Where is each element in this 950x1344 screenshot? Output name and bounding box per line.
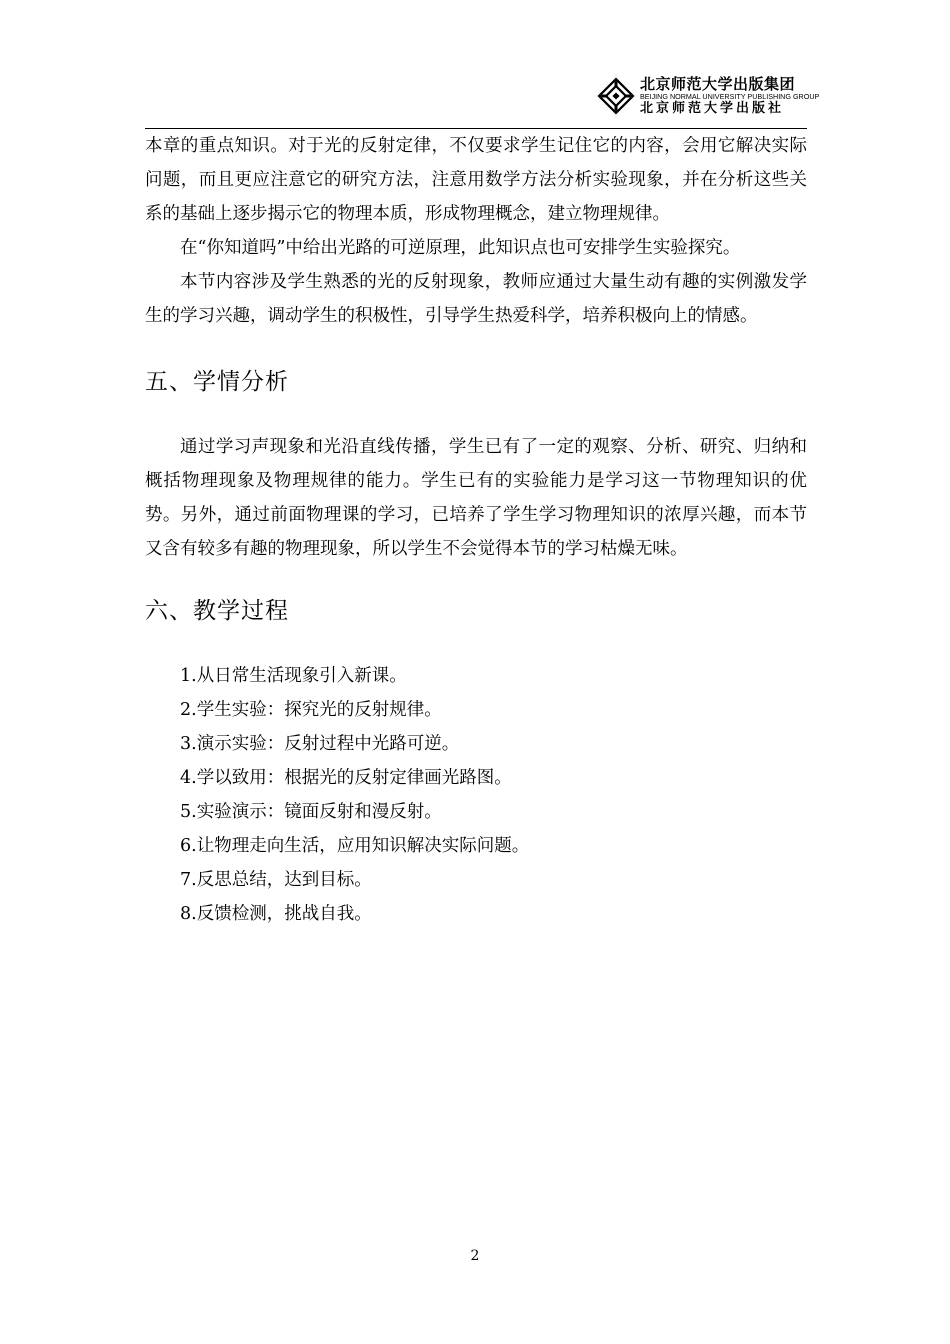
intro-paragraph-2: 在“你知道吗”中给出光路的可逆原理，此知识点也可安排学生实验探究。 — [180, 238, 741, 258]
publisher-logo — [596, 76, 819, 116]
section-heading-teaching-process: 六、教学过程 — [145, 598, 289, 624]
list-item: 3.演示实验：反射过程中光路可逆。 — [180, 734, 460, 754]
intro-paragraph-1: 本章的重点知识。对于光的反射定律，不仅要求学生记住它的内容，会用它解决实际问题，而且更应注意它的研究方法，注意用数学方法分析实验现象，并在分析这些关系的基础上逐步揭示它的物理本质，形成物理概念，建立物理规律。 — [145, 136, 807, 224]
publisher-logo-text — [640, 76, 819, 116]
teaching-process-list — [145, 659, 807, 931]
list-item: 6.让物理走向生活，应用知识解决实际问题。 — [180, 836, 530, 856]
page-number: 2 — [470, 1248, 480, 1264]
publisher-emblem-icon — [596, 76, 636, 116]
learning-analysis-paragraph: 通过学习声现象和光沿直线传播，学生已有了一定的观察、分析、研究、归纳和概括物理现象及物理规律的能力。学生已有的实验能力是学习这一节物理知识的优势。另外，通过前面物理课的学习，已培养了学生学习物理知识的浓厚兴趣，而本节又含有较多有趣的物理现象，所以学生不会觉得本节的学习枯燥无味。 — [145, 437, 807, 559]
list-item: 4.学以致用：根据光的反射定律画光路图。 — [180, 768, 512, 788]
list-item: 2.学生实验：探究光的反射规律。 — [180, 700, 442, 720]
list-item: 7.反思总结，达到目标。 — [180, 870, 372, 890]
list-item: 1.从日常生活现象引入新课。 — [180, 666, 407, 686]
publisher-name-cn: 北京师范大学出版集团 — [640, 75, 796, 93]
section-heading-learning-analysis: 五、学情分析 — [145, 369, 289, 395]
list-item: 5.实验演示：镜面反射和漫反射。 — [180, 802, 442, 822]
page-body — [145, 128, 807, 931]
intro-paragraph-3: 本节内容涉及学生熟悉的光的反射现象，教师应通过大量生动有趣的实例激发学生的学习兴趣，调动学生的积极性，引导学生热爱科学，培养积极向上的情感。 — [145, 272, 807, 326]
list-item: 8.反馈检测，挑战自我。 — [180, 904, 372, 924]
publisher-name-en: BEIJING NORMAL UNIVERSITY PUBLISHING GROUP — [640, 92, 820, 101]
publisher-subname-cn: 北京师范大学出版社 — [640, 101, 785, 116]
page-header — [0, 0, 950, 132]
